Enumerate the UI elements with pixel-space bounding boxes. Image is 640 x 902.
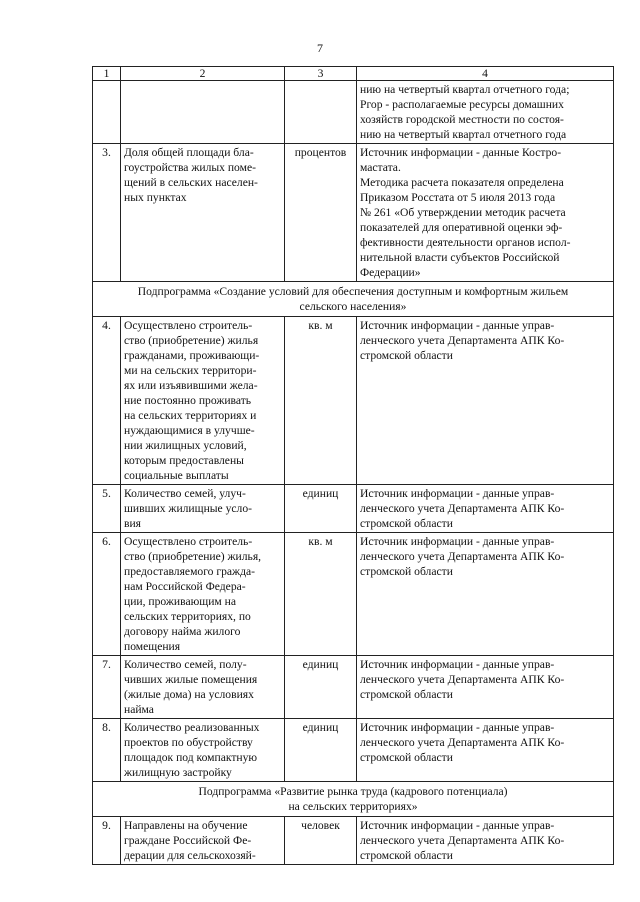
unit-cell: единиц [285,656,357,719]
indicator-cell [121,485,285,533]
table-row [93,656,614,719]
source-text-line: Ргор - располагаемые ресурсы домашних [360,98,564,111]
indicator-cell [121,719,285,782]
indicator-text-line: сельских территориях, по [124,610,251,623]
source-text-line: стромской области [360,751,453,764]
indicators-table [92,66,614,865]
subprogram-title-line: на сельских территориях» [288,800,418,813]
subprogram-row [93,782,614,817]
indicator-text-line: ных пунктах [124,191,187,204]
source-text-line: стромской области [360,349,453,362]
subprogram-row [93,282,614,317]
table-row [93,317,614,485]
indicator-cell [121,817,285,865]
source-text-line: мастата. [360,161,401,174]
source-text-line: ленческого учета Департамента АПК Ко- [360,502,565,515]
row-number: 9. [93,817,121,865]
source-text-line: Источник информации - данные Костро- [360,146,562,159]
source-text-line: нию на четвертый квартал отчетного года; [360,83,570,96]
source-text-line: Приказом Росстата от 5 июля 2013 года [360,191,556,204]
source-text-line: ленческого учета Департамента АПК Ко- [360,736,565,749]
source-cell [357,485,614,533]
indicator-text-line: Доля общей площади бла- [124,146,254,159]
row-number: 8. [93,719,121,782]
source-text-line: фективности деятельности органов испол- [360,236,571,249]
indicator-text-line: предоставляемого гражда- [124,565,255,578]
indicator-text-line: проектов по обустройству [124,736,253,749]
unit-cell: единиц [285,719,357,782]
source-cell [357,719,614,782]
indicator-text-line: (жилые дома) на условиях [124,688,254,701]
unit-cell: единиц [285,485,357,533]
indicator-text-line: Направлены на обучение [124,819,248,832]
source-cell [357,656,614,719]
indicator-text-line: ство (приобретение) жилья [124,334,259,347]
source-text-line: хозяйств городской местности по состоя- [360,113,564,126]
indicator-text-line: Осуществлено строитель- [124,319,253,332]
source-text-line: Федерации» [360,266,421,279]
source-text-line: ленческого учета Департамента АПК Ко- [360,550,565,563]
indicator-cell [121,533,285,656]
source-text-line: Источник информации - данные управ- [360,319,555,332]
page-number: 7 [317,41,323,55]
indicator-text-line: чивших жилые помещения [124,673,258,686]
indicator-text-line: гоустройства жилых поме- [124,161,256,174]
table-row [93,719,614,782]
indicator-text-line: нам Российской Федера- [124,580,246,593]
indicator-text-line: Осуществлено строитель- [124,535,253,548]
indicator-text-line: нии жилищных условий, [124,439,247,452]
subprogram-title-line: сельского населения» [299,300,407,313]
subprogram-title [93,282,614,317]
subprogram-title-line: Подпрограмма «Создание условий для обеспечения доступным и комфортным жильем [137,285,569,298]
source-text-line: Источник информации - данные управ- [360,535,555,548]
continuation-row [93,81,614,144]
source-text-line: Источник информации - данные управ- [360,658,555,671]
source-text-line: нительной власти субъектов Российской [360,251,560,264]
indicator-cell [121,144,285,282]
unit-cell: кв. м [285,317,357,485]
indicator-text-line: ции, проживающим на [124,595,236,608]
indicator-text-line: социальные выплаты [124,469,229,482]
subprogram-title [93,782,614,817]
source-text-line: стромской области [360,565,453,578]
source-text-line: ленческого учета Департамента АПК Ко- [360,673,565,686]
indicator-text-line: жилищную застройку [124,766,232,779]
source-text-line: ленческого учета Департамента АПК Ко- [360,334,565,347]
unit-cell: процентов [285,144,357,282]
indicator-text-line: Количество семей, полу- [124,658,247,671]
indicator-text-line: ях или изъявившими жела- [124,379,258,392]
indicator-text-line: помещения [124,640,181,653]
source-text-line: Методика расчета показателя определена [360,176,564,189]
source-text-line: Источник информации - данные управ- [360,487,555,500]
indicator-text-line: ми на сельских территори- [124,364,257,377]
source-text-line: стромской области [360,688,453,701]
indicator-text-line: Количество семей, улуч- [124,487,246,500]
indicator-text-line: договору найма жилого [124,625,241,638]
source-cell [357,533,614,656]
column-header: 3 [285,67,357,81]
table-row [93,485,614,533]
indicator-text-line: вия [124,517,142,530]
source-text-line: Источник информации - данные управ- [360,721,555,734]
indicator-text-line: нуждающимися в улучше- [124,424,255,437]
indicator-text-line: на сельских территориях и [124,409,257,422]
unit-cell: кв. м [285,533,357,656]
indicator-text-line: площадок под компактную [124,751,258,764]
row-number: 3. [93,144,121,282]
indicator-text-line: ство (приобретение) жилья, [124,550,262,563]
source-text-line: № 261 «Об утверждении методик расчета [360,206,566,219]
source-cell [357,81,614,144]
source-cell [357,144,614,282]
table-row [93,817,614,865]
source-text-line: показателей для оперативной оценки эф- [360,221,563,234]
indicator-text-line: Количество реализованных [124,721,260,734]
indicator-text-line: граждане Российской Фе- [124,834,252,847]
unit-cell: человек [285,817,357,865]
indicator-text-line: щений в сельских населен- [124,176,258,189]
column-header: 4 [357,67,614,81]
column-header: 1 [93,67,121,81]
indicator-text-line: гражданами, проживающи- [124,349,260,362]
source-text-line: стромской области [360,517,453,530]
indicator-cell [121,656,285,719]
indicator-text-line: которым предоставлены [124,454,244,467]
row-number: 7. [93,656,121,719]
table-row [93,533,614,656]
row-number: 4. [93,317,121,485]
indicator-text-line: шивших жилищные усло- [124,502,252,515]
column-header: 2 [121,67,285,81]
row-number: 5. [93,485,121,533]
source-cell [357,317,614,485]
indicator-cell [121,317,285,485]
source-text-line: Источник информации - данные управ- [360,819,555,832]
table-row [93,144,614,282]
source-text-line: нию на четвертый квартал отчетного года [360,128,567,141]
source-text-line: стромской области [360,849,453,862]
indicator-text-line: найма [124,703,154,716]
row-number: 6. [93,533,121,656]
source-cell [357,817,614,865]
table-header-row [93,67,614,81]
source-text-line: ленческого учета Департамента АПК Ко- [360,834,565,847]
indicator-text-line: ние постоянно проживать [124,394,252,407]
indicator-text-line: дерации для сельскохозяй- [124,849,256,862]
subprogram-title-line: Подпрограмма «Развитие рынка труда (кадрового потенциала) [198,785,508,798]
